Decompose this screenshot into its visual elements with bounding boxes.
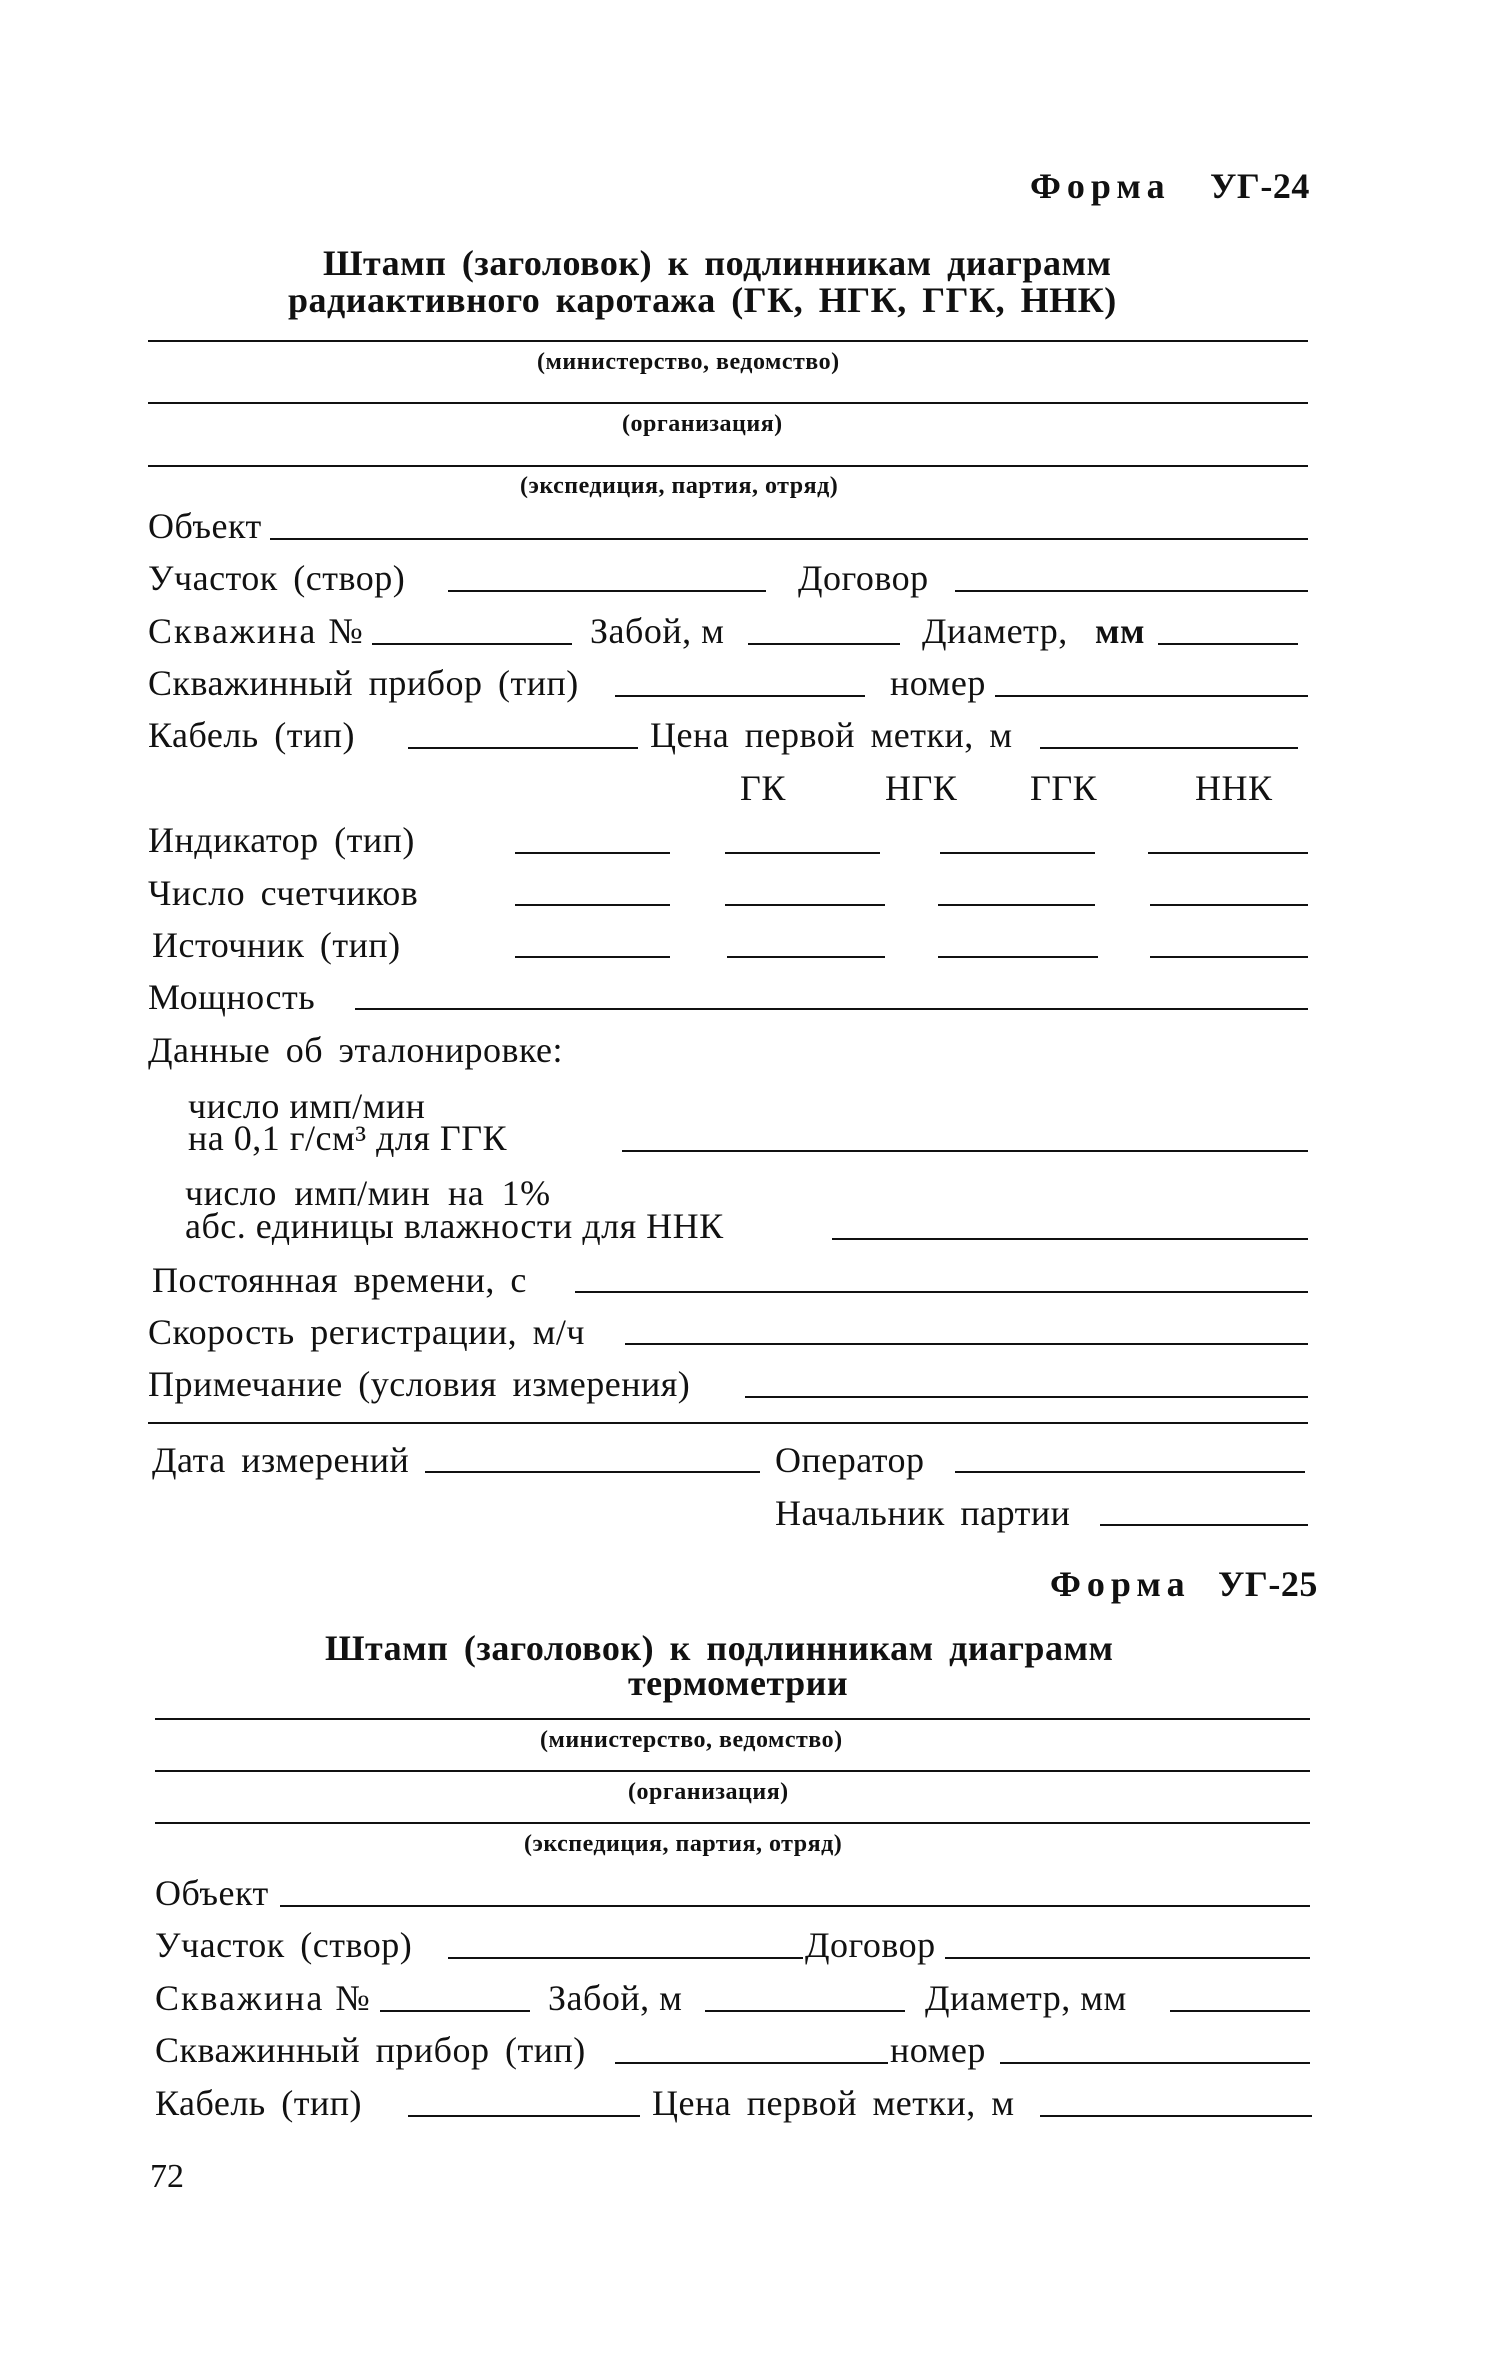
note-field-2[interactable] (148, 1422, 1308, 1424)
cable-field[interactable] (408, 747, 638, 749)
form-title-line1: Штамп (заголовок) к подлинникам диаграмм (323, 243, 1112, 283)
device-number-field[interactable] (1000, 2062, 1310, 2064)
cable-label: Кабель (тип) (148, 715, 355, 755)
site-field[interactable] (448, 590, 766, 592)
device-label: Скважинный прибор (тип) (148, 663, 579, 703)
source-label: Источник (тип) (152, 925, 401, 965)
power-label: Мощность (148, 977, 316, 1017)
first-mark-label: Цена первой метки, м (652, 2083, 1015, 2123)
contract-field[interactable] (955, 590, 1308, 592)
organization-line[interactable] (148, 402, 1308, 404)
contract-label: Договор (798, 558, 929, 598)
column-gk: ГК (740, 768, 786, 808)
diameter-field[interactable] (1158, 643, 1298, 645)
operator-label: Оператор (775, 1440, 925, 1480)
note-label: Примечание (условия измерения) (148, 1364, 691, 1404)
cable-label: Кабель (тип) (155, 2083, 362, 2123)
time-constant-label: Постоянная времени, с (152, 1260, 527, 1300)
counters-nnk-field[interactable] (1150, 904, 1308, 906)
diameter-unit: мм (1095, 611, 1146, 651)
ministry-line[interactable] (148, 340, 1308, 342)
indicator-ngk-field[interactable] (725, 852, 880, 854)
well-label: Скважина № (155, 1978, 372, 2018)
contract-label: Договор (805, 1925, 936, 1965)
expedition-line[interactable] (148, 465, 1308, 467)
caption-organization: (организация) (622, 411, 783, 437)
source-ggk-field[interactable] (938, 956, 1098, 958)
device-field[interactable] (615, 2062, 888, 2064)
indicator-ggk-field[interactable] (940, 852, 1095, 854)
device-label: Скважинный прибор (тип) (155, 2030, 586, 2070)
page-number: 72 (150, 2158, 184, 2195)
form-word: Форма (1030, 166, 1171, 206)
contract-field[interactable] (945, 1957, 1310, 1959)
form-title-line2: термометрии (628, 1663, 849, 1703)
date-label: Дата измерений (152, 1440, 410, 1480)
form-word: Форма (1050, 1564, 1191, 1604)
object-label: Объект (148, 506, 262, 546)
bottom-field[interactable] (705, 2010, 905, 2012)
device-field[interactable] (615, 695, 865, 697)
diameter-label: Диаметр, (922, 611, 1068, 651)
ministry-line[interactable] (155, 1718, 1310, 1720)
caption-ministry: (министерство, ведомство) (540, 1727, 843, 1753)
date-field[interactable] (425, 1471, 760, 1473)
counters-gk-field[interactable] (515, 904, 670, 906)
chief-field[interactable] (1100, 1524, 1308, 1526)
calibration2-line1: число имп/мин на 1% (185, 1173, 551, 1213)
speed-label: Скорость регистрации, м/ч (148, 1312, 586, 1352)
calibration1-field[interactable] (622, 1150, 1308, 1152)
caption-expedition: (экспедиция, партия, отряд) (520, 473, 839, 499)
device-number-label: номер (890, 663, 986, 703)
caption-expedition: (экспедиция, партия, отряд) (524, 1831, 843, 1857)
form-code: УГ-25 (1218, 1564, 1318, 1604)
indicator-label: Индикатор (тип) (148, 820, 415, 860)
note-field[interactable] (745, 1396, 1308, 1398)
indicator-gk-field[interactable] (515, 852, 670, 854)
source-gk-field[interactable] (515, 956, 670, 958)
site-field[interactable] (448, 1957, 803, 1959)
source-ngk-field[interactable] (727, 956, 885, 958)
well-field[interactable] (380, 2010, 530, 2012)
cable-field[interactable] (408, 2115, 640, 2117)
organization-line[interactable] (155, 1770, 1310, 1772)
diameter-field[interactable] (1170, 2010, 1310, 2012)
operator-field[interactable] (955, 1471, 1305, 1473)
form-title-line1: Штамп (заголовок) к подлинникам диаграмм (325, 1628, 1114, 1668)
object-field[interactable] (280, 1905, 1310, 1907)
first-mark-field[interactable] (1040, 747, 1298, 749)
calibration-label: Данные об эталонировке: (148, 1030, 564, 1070)
bottom-label: Забой, м (548, 1978, 683, 2018)
calibration2-field[interactable] (832, 1238, 1308, 1240)
caption-organization: (организация) (628, 1779, 789, 1805)
object-label: Объект (155, 1873, 269, 1913)
diameter-label: Диаметр, мм (925, 1978, 1127, 2018)
well-field[interactable] (372, 643, 572, 645)
column-ngk: НГК (885, 768, 958, 808)
power-field[interactable] (355, 1008, 1308, 1010)
counters-ggk-field[interactable] (938, 904, 1095, 906)
device-number-field[interactable] (995, 695, 1308, 697)
indicator-nnk-field[interactable] (1148, 852, 1308, 854)
time-constant-field[interactable] (575, 1291, 1308, 1293)
calibration2-line2: абс. единицы влажности для ННК (185, 1206, 724, 1246)
expedition-line[interactable] (155, 1822, 1310, 1824)
counters-ngk-field[interactable] (725, 904, 885, 906)
form-title-line2: радиактивного каротажа (ГК, НГК, ГГК, ННК) (288, 280, 1117, 320)
speed-field[interactable] (625, 1343, 1308, 1345)
caption-ministry: (министерство, ведомство) (537, 349, 840, 375)
bottom-label: Забой, м (590, 611, 725, 651)
bottom-field[interactable] (748, 643, 900, 645)
site-label: Участок (створ) (148, 558, 406, 598)
column-nnk: ННК (1195, 768, 1273, 808)
first-mark-field[interactable] (1040, 2115, 1312, 2117)
device-number-label: номер (890, 2030, 986, 2070)
calibration1-line2: на 0,1 г/см³ для ГГК (188, 1118, 508, 1158)
well-label: Скважина № (148, 611, 365, 651)
first-mark-label: Цена первой метки, м (650, 715, 1013, 755)
object-field[interactable] (270, 538, 1308, 540)
site-label: Участок (створ) (155, 1925, 413, 1965)
source-nnk-field[interactable] (1150, 956, 1308, 958)
column-ggk: ГГК (1030, 768, 1098, 808)
form-code: УГ-24 (1210, 166, 1310, 206)
calibration1-line1: число имп/мин (188, 1086, 426, 1126)
counters-label: Число счетчиков (148, 873, 419, 913)
chief-label: Начальник партии (775, 1493, 1071, 1533)
